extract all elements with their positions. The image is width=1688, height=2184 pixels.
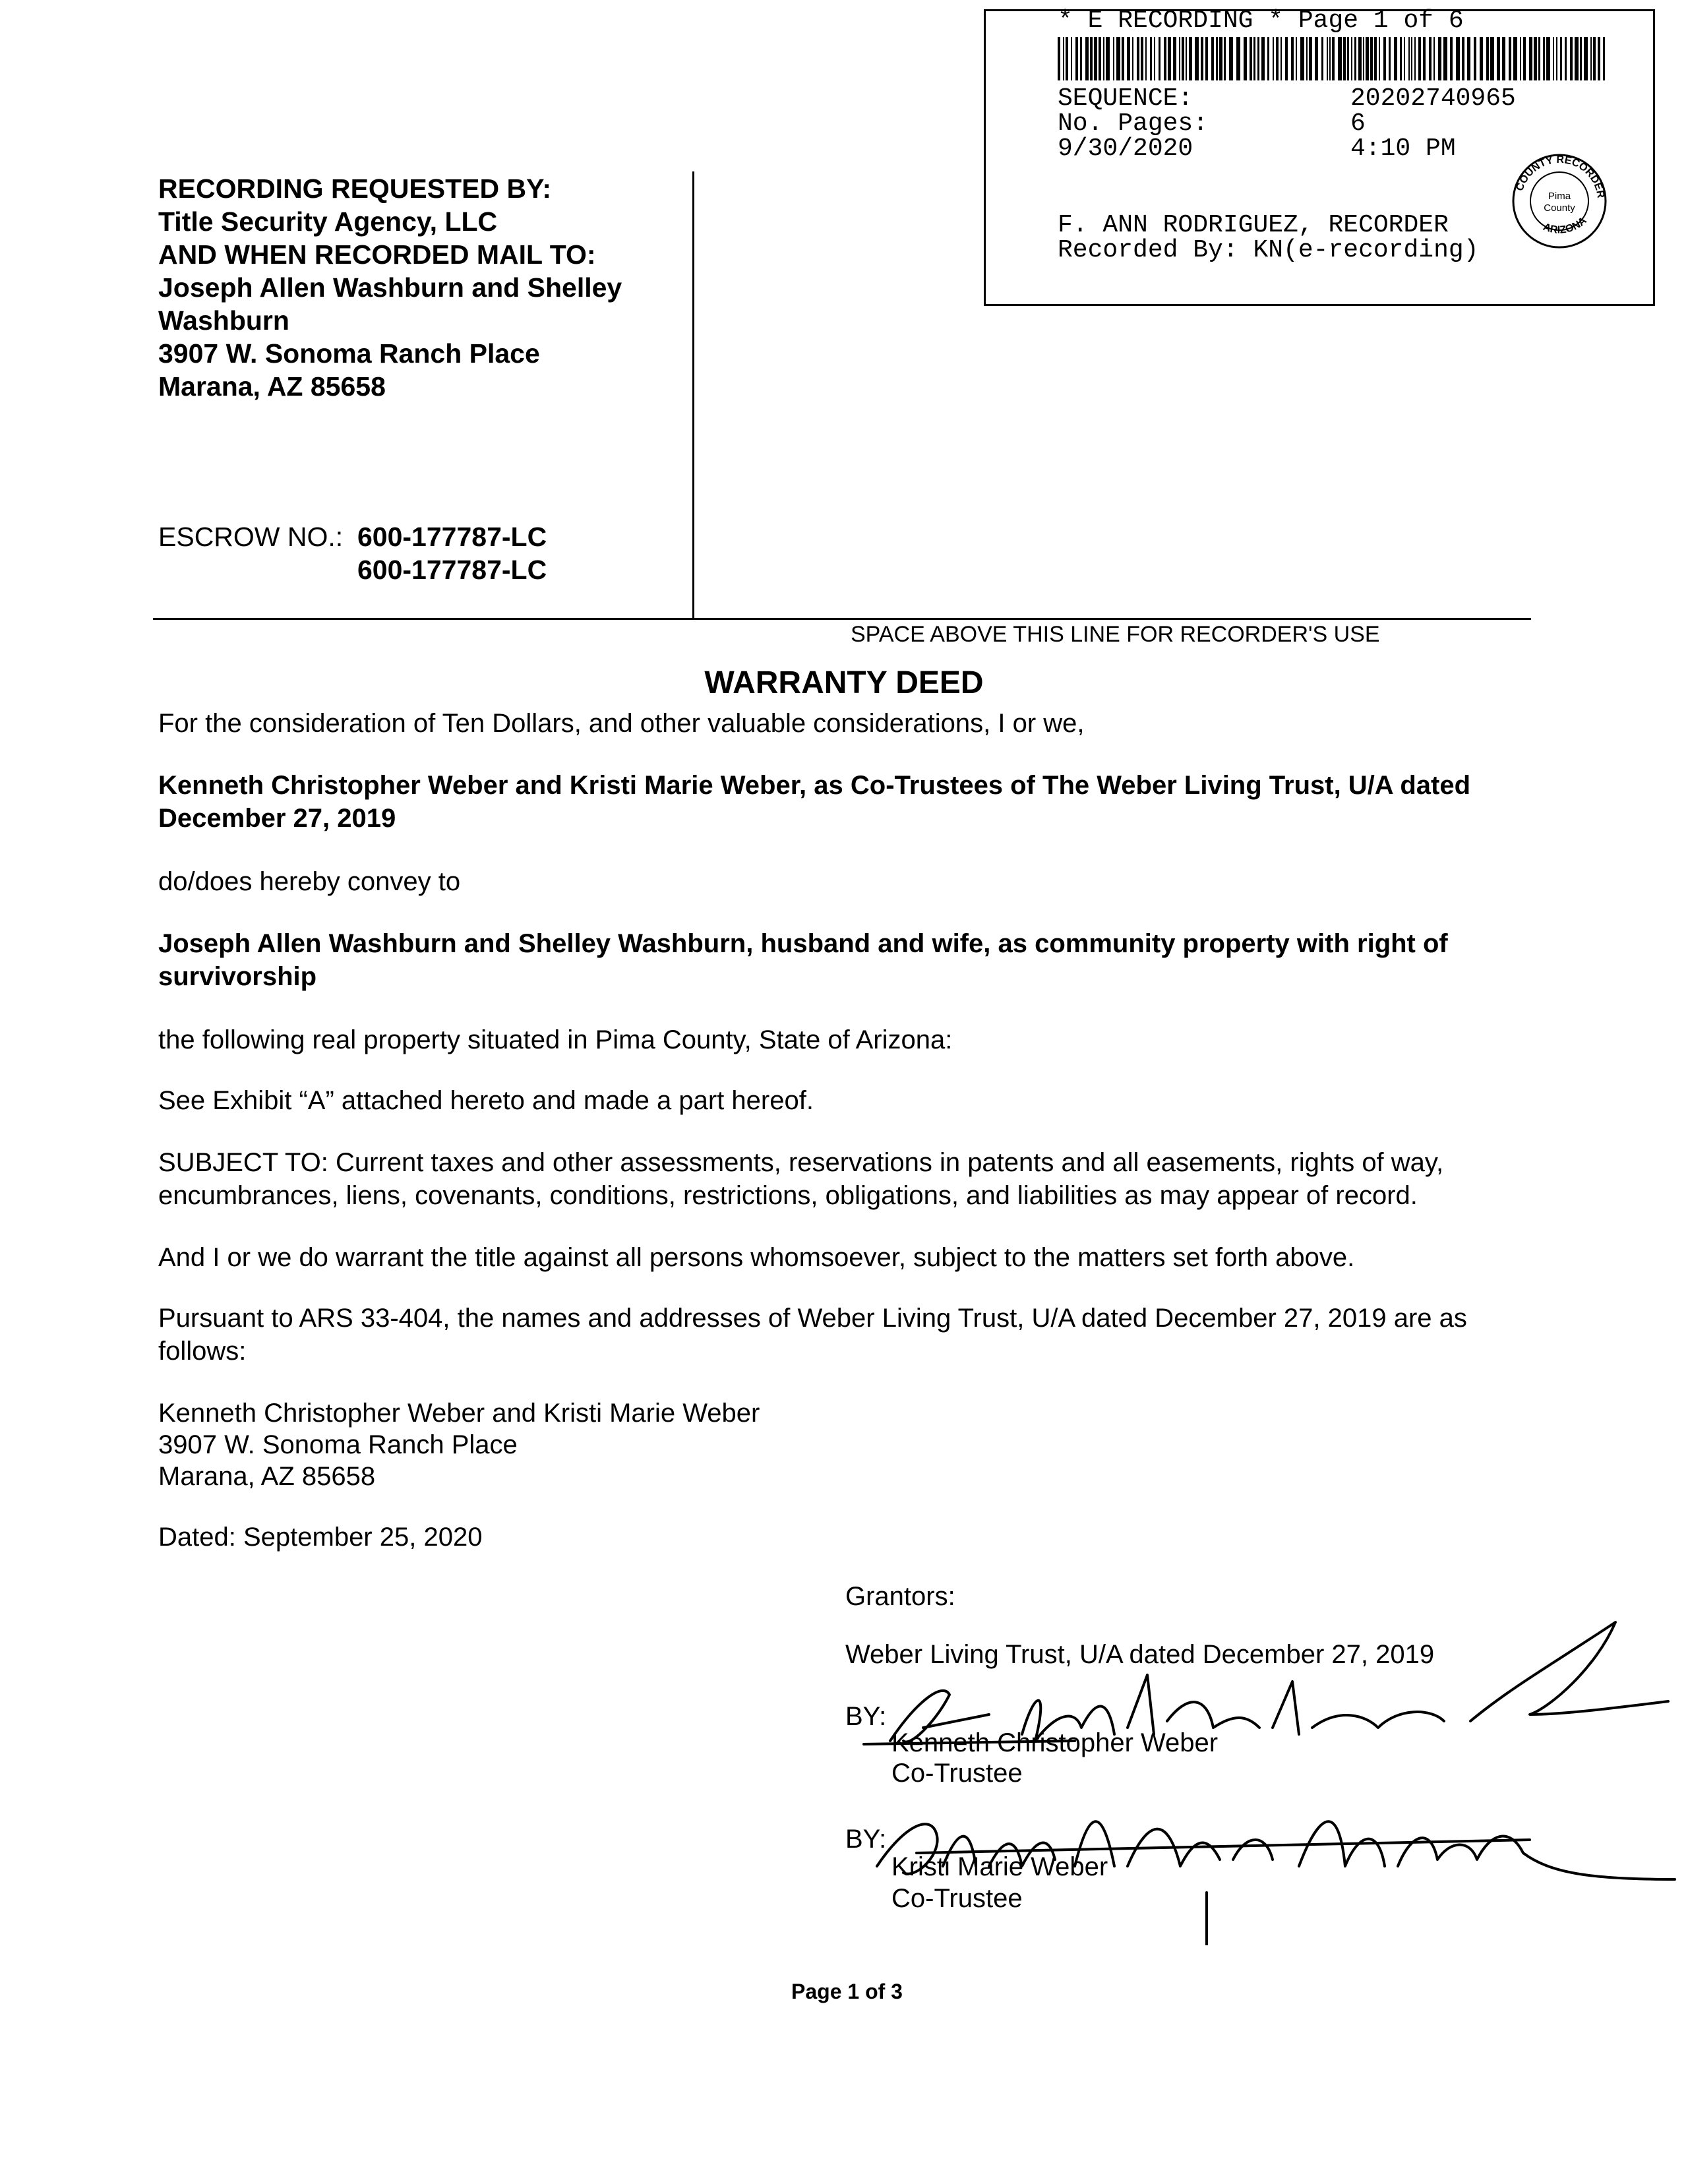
- requested-by-value: Title Security Agency, LLC: [158, 206, 498, 237]
- svg-text:ARIZONA: ARIZONA: [1541, 215, 1589, 236]
- page-number: Page 1 of 3: [791, 1980, 903, 2003]
- signer-2-title: Co-Trustee: [891, 1884, 1023, 1913]
- dated-line: Dated: September 25, 2020: [158, 1523, 483, 1552]
- by-label-1: BY:: [845, 1702, 887, 1731]
- mail-to-name-line-2: Washburn: [158, 305, 289, 336]
- space-above-note: SPACE ABOVE THIS LINE FOR RECORDER'S USE: [851, 622, 1380, 647]
- consideration-text: For the consideration of Ten Dollars, and other valuable considerations, I or we,: [158, 709, 1085, 738]
- requested-by-label: RECORDING REQUESTED BY:: [158, 173, 552, 204]
- property-text: the following real property situated in Pima County, State of Arizona:: [158, 1025, 953, 1054]
- svg-text:COUNTY RECORDER: COUNTY RECORDER: [1514, 154, 1606, 199]
- sequence-label: SEQUENCE:: [1058, 84, 1193, 113]
- handwritten-signatures: [837, 1616, 1688, 1945]
- sequence-value: 20202740965: [1350, 84, 1516, 113]
- trustee-city: Marana, AZ 85658: [158, 1462, 376, 1491]
- recording-banner: * E RECORDING * Page 1 of 6: [1058, 7, 1464, 35]
- county-seal-icon: [1510, 152, 1609, 251]
- by-label-2: BY:: [845, 1825, 887, 1854]
- barcode-icon: [1058, 37, 1606, 80]
- trustee-names: Kenneth Christopher Weber and Kristi Marie Weber: [158, 1399, 760, 1428]
- mail-to-city: Marana, AZ 85658: [158, 371, 386, 402]
- pages-label: No. Pages:: [1058, 109, 1209, 138]
- subject-to-line-1: SUBJECT TO: Current taxes and other assessments, reservations in patents and all easements, rights of way,: [158, 1148, 1444, 1177]
- grantors-line-1: Kenneth Christopher Weber and Kristi Marie Weber, as Co-Trustees of The Weber Living Trust, U/A dated: [158, 771, 1470, 800]
- grantees-line-1: Joseph Allen Washburn and Shelley Washburn, husband and wife, as community property with right of: [158, 929, 1448, 958]
- grantors-label: Grantors:: [845, 1582, 955, 1611]
- recorder-space-line: [153, 618, 1531, 620]
- signer-2-name: Kristi Marie Weber: [891, 1852, 1108, 1881]
- recording-time: 4:10 PM: [1350, 135, 1456, 163]
- recorder-name: F. ANN RODRIGUEZ, RECORDER: [1058, 211, 1449, 239]
- convey-text: do/does hereby convey to: [158, 867, 461, 896]
- grantors-line-2: December 27, 2019: [158, 804, 396, 833]
- grantees-line-2: survivorship: [158, 962, 317, 991]
- escrow-label: ESCROW NO.:: [158, 522, 344, 552]
- ars-line-2: follows:: [158, 1337, 247, 1366]
- signer-1-title: Co-Trustee: [891, 1759, 1023, 1788]
- document-title: WARRANTY DEED: [704, 665, 984, 700]
- trustee-street: 3907 W. Sonoma Ranch Place: [158, 1430, 518, 1459]
- signer-1-name: Kenneth Christopher Weber: [891, 1728, 1219, 1757]
- mail-to-label: AND WHEN RECORDED MAIL TO:: [158, 239, 596, 270]
- ars-line-1: Pursuant to ARS 33-404, the names and addresses of Weber Living Trust, U/A dated December 27, 2019 are as: [158, 1304, 1467, 1333]
- escrow-number-1: 600-177787-LC: [357, 522, 547, 552]
- header-divider-vertical: [692, 171, 694, 620]
- trust-line: Weber Living Trust, U/A dated December 27, 2019: [845, 1640, 1435, 1669]
- recording-date: 9/30/2020: [1058, 135, 1193, 163]
- recorded-by: Recorded By: KN(e-recording): [1058, 236, 1479, 264]
- subject-to-line-2: encumbrances, liens, covenants, conditions, restrictions, obligations, and liabilities as may appear of record.: [158, 1181, 1418, 1210]
- exhibit-text: See Exhibit “A” attached hereto and made a part hereof.: [158, 1086, 814, 1115]
- escrow-number-2: 600-177787-LC: [357, 555, 547, 585]
- warrant-text: And I or we do warrant the title against all persons whomsoever, subject to the matters set forth above.: [158, 1243, 1355, 1272]
- svg-text:Pima: Pima: [1548, 191, 1571, 202]
- mail-to-address: 3907 W. Sonoma Ranch Place: [158, 338, 540, 369]
- svg-text:County: County: [1544, 202, 1575, 214]
- pages-value: 6: [1350, 109, 1366, 138]
- mail-to-name-line-1: Joseph Allen Washburn and Shelley: [158, 272, 622, 303]
